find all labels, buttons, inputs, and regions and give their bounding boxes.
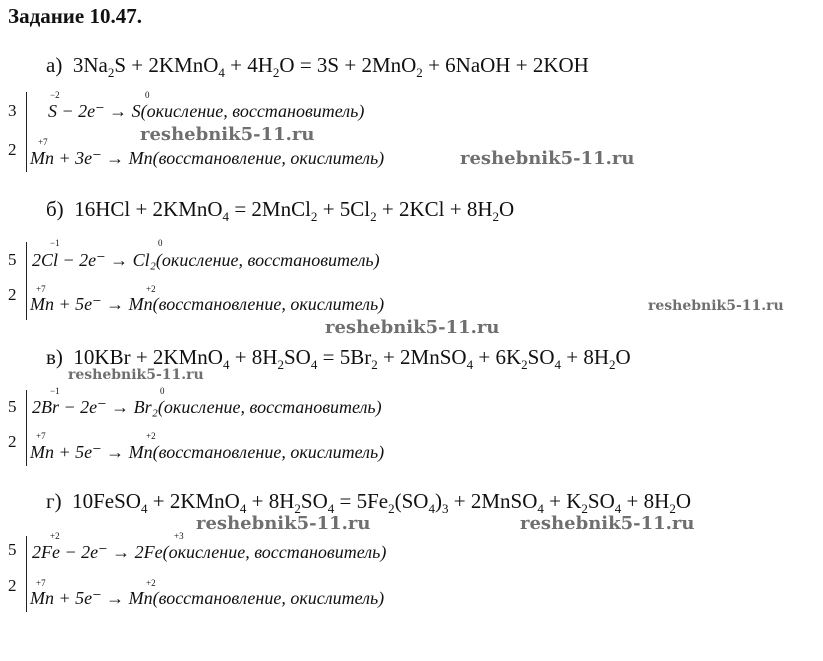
ox-state-a1-lhs: −2	[50, 90, 60, 100]
ox-state-a2-lhs: +7	[38, 137, 48, 147]
half-reaction-v1: 2Br − 2e⁻ → Br₂(окисление, восстановитель)	[32, 397, 382, 417]
equation-a: а) $3Na_2S$ + 2KMnO$_4$ + $4H_2O = 3S + 2MnO_2$ + 6NaOH + 2KOH	[46, 53, 589, 81]
ox-state-a1-rhs: 0	[145, 90, 150, 100]
ox-state-g1-rhs: +3	[174, 531, 184, 541]
half-reaction-g1: 2Fe − 2e⁻ → 2Fe(окисление, восстановитель)	[32, 542, 387, 562]
half-reaction-a1: S − 2e⁻ → S(окисление, восстановитель)	[48, 101, 365, 121]
ox-state-v2-rhs: +2	[146, 431, 156, 441]
ox-state-v2-lhs: +7	[36, 431, 46, 441]
ox-state-g1-lhs: +2	[50, 531, 60, 541]
watermark: reshebnik5-11.ru	[196, 513, 371, 534]
watermark: reshebnik5-11.ru	[68, 367, 204, 383]
watermark: reshebnik5-11.ru	[648, 298, 784, 314]
part-label-a: а)	[46, 53, 63, 77]
watermark: reshebnik5-11.ru	[520, 513, 695, 534]
coef-a2: 2	[8, 140, 17, 159]
ox-state-b1-lhs: −1	[50, 238, 60, 248]
ox-state-g2-lhs: +7	[36, 578, 46, 588]
coef-v2: 2	[8, 432, 17, 451]
part-label-v: в)	[46, 345, 63, 369]
balance-bar-a	[26, 92, 27, 172]
balance-bar-g	[26, 536, 27, 612]
watermark: reshebnik5-11.ru	[325, 317, 500, 338]
equation-b: б) 16HCl + 2KMnO$_4$ = 2MnCl$_2$ + $5Cl_2 + 2KCl + 8H_2O$	[46, 197, 515, 225]
ox-state-g2-rhs: +2	[146, 578, 156, 588]
part-label-g: г)	[46, 489, 62, 513]
ox-state-b2-lhs: +7	[36, 284, 46, 294]
watermark: reshebnik5-11.ru	[140, 124, 315, 145]
ox-state-b2-rhs: +2	[146, 284, 156, 294]
half-reaction-b2: Mn + 5e⁻ → Mn(восстановление, окислитель)	[30, 294, 385, 314]
coef-g2: 2	[8, 576, 17, 595]
coef-v1: 5	[8, 397, 17, 416]
coef-g1: 5	[8, 540, 17, 559]
half-reaction-g2: Mn + 5e⁻ → Mn(восстановление, окислитель)	[30, 588, 385, 608]
half-reaction-v2: Mn + 5e⁻ → Mn(восстановление, окислитель)	[30, 442, 385, 462]
part-label-b: б)	[46, 197, 64, 221]
balance-bar-v	[26, 390, 27, 466]
task-title: Задание 10.47.	[8, 4, 142, 28]
ox-state-v1-lhs: −1	[50, 386, 60, 396]
watermark: reshebnik5-11.ru	[460, 148, 635, 169]
half-reaction-b1: 2Cl − 2e⁻ → Cl₂(окисление, восстановитель)	[32, 250, 380, 270]
equation-g: г) 10FeSO$_4$ + 2KMnO$_4$ + $8H_2SO_4 = 5Fe_2(SO_4)_3$ + 2MnSO$_4$ + $K_2SO_4 + 8H_2O$	[46, 489, 691, 517]
half-reaction-a2: Mn + 3e⁻ → Mn(восстановление, окислитель)	[30, 148, 385, 168]
coef-b1: 5	[8, 250, 17, 269]
coef-a1: 3	[8, 101, 17, 120]
coef-b2: 2	[8, 285, 17, 304]
ox-state-b1-rhs: 0	[158, 238, 163, 248]
equation-v: в) 10KBr + 2KMnO$_4$ + $8H_2SO_4 = 5Br_2$ + 2MnSO$_4$ + $6K_2SO_4 + 8H_2O$	[46, 345, 631, 373]
balance-bar-b	[26, 242, 27, 320]
ox-state-v1-rhs: 0	[160, 386, 165, 396]
